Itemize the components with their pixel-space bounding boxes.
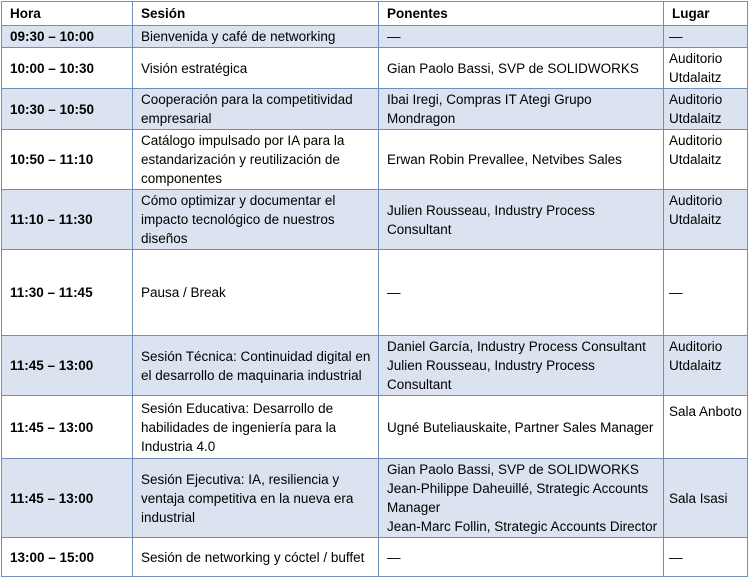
sesion-cell: Visión estratégica [133,48,379,89]
header-hora: Hora [2,2,133,26]
lugar-line: Auditorio [669,339,723,354]
ponente-line: Gian Paolo Bassi, SVP de SOLIDWORKS [387,60,639,76]
ponente-line: Erwan Robin Prevallee, Netvibes Sales [387,152,622,167]
ponentes-cell [379,130,664,190]
hora-cell: 10:00 – 10:30 [2,48,133,89]
table-row [2,190,748,250]
table-row [2,89,748,130]
lugar-line: Utdalaitz [669,358,722,373]
sesion-cell: Catálogo impulsado por IA para la estandarización y reutilización de componentes [133,130,379,190]
lugar-line: — [669,549,683,565]
table-row [2,250,748,336]
ponente-line: Jean-Marc Follin, Strategic Accounts Director [387,519,658,534]
lugar-line: Utdalaitz [669,70,722,85]
lugar-line: Sala Isasi [669,490,728,506]
table-row [2,336,748,396]
lugar-line: Auditorio [669,92,723,107]
sesion-cell: Sesión Ejecutiva: IA, resiliencia y ventaja competitiva en la nueva era industrial [133,459,379,538]
table-row [2,130,748,190]
ponentes-cell [379,89,664,130]
lugar-line: Auditorio [669,133,723,148]
ponentes-cell [379,459,664,538]
hora-cell: 13:00 – 15:00 [2,538,133,577]
lugar-line: Auditorio [669,193,723,208]
agenda-table [1,1,748,577]
ponente-line: Daniel García, Industry Process Consultant [387,339,646,354]
sesion-cell: Bienvenida y café de networking [133,26,379,48]
header-lugar: Lugar [664,2,748,26]
sesion-cell: Cooperación para la competitividad empresarial [133,89,379,130]
ponente-line: — [387,549,401,565]
hora-cell: 11:30 – 11:45 [2,250,133,336]
lugar-line: — [669,29,683,44]
sesion-cell: Cómo optimizar y documentar el impacto tecnológico de nuestros diseños [133,190,379,250]
lugar-cell [664,26,748,48]
hora-cell: 11:10 – 11:30 [2,190,133,250]
sesion-cell: Pausa / Break [133,250,379,336]
hora-cell: 10:50 – 11:10 [2,130,133,190]
header-ponentes: Ponentes [379,2,664,26]
lugar-line: — [669,285,683,300]
ponentes-cell [379,26,664,48]
ponente-line: — [387,29,401,44]
lugar-line: Utdalaitz [669,152,722,167]
lugar-cell [664,48,748,89]
lugar-cell [664,336,748,396]
lugar-cell [664,538,748,577]
ponente-line: Julien Rousseau, Industry Process Consultant [387,358,595,392]
sesion-cell: Sesión de networking y cóctel / buffet [133,538,379,577]
table-row [2,396,748,459]
sesion-cell: Sesión Técnica: Continuidad digital en el desarrollo de maquinaria industrial [133,336,379,396]
ponentes-cell [379,396,664,459]
ponentes-cell [379,250,664,336]
ponentes-cell [379,538,664,577]
hora-cell: 11:45 – 13:00 [2,396,133,459]
ponentes-cell [379,190,664,250]
hora-cell: 09:30 – 10:00 [2,26,133,48]
lugar-line: Sala Anboto [669,404,742,419]
lugar-cell [664,459,748,538]
lugar-cell [664,130,748,190]
ponente-line: Ugné Buteliauskaite, Partner Sales Manager [387,419,654,435]
lugar-cell [664,89,748,130]
ponente-line: Jean-Philippe Daheuillé, Strategic Accounts Manager [387,481,649,515]
header-sesion: Sesión [133,2,379,26]
table-row [2,459,748,538]
lugar-cell [664,396,748,459]
ponente-line: — [387,285,401,300]
table-row [2,26,748,48]
lugar-line: Utdalaitz [669,212,722,227]
hora-cell: 11:45 – 13:00 [2,336,133,396]
lugar-cell [664,190,748,250]
ponentes-cell [379,48,664,89]
ponente-line: Ibai Iregi, Compras IT Ategi Grupo Mondragon [387,92,592,126]
lugar-line: Auditorio [669,51,723,66]
hora-cell: 10:30 – 10:50 [2,89,133,130]
table-row [2,48,748,89]
ponentes-cell [379,336,664,396]
lugar-line: Utdalaitz [669,111,722,126]
hora-cell: 11:45 – 13:00 [2,459,133,538]
ponente-line: Julien Rousseau, Industry Process Consultant [387,202,595,237]
lugar-cell [664,250,748,336]
header-row [2,2,748,26]
sesion-cell: Sesión Educativa: Desarrollo de habilidades de ingeniería para la Industria 4.0 [133,396,379,459]
ponente-line: Gian Paolo Bassi, SVP de SOLIDWORKS [387,462,639,477]
table-row [2,538,748,577]
